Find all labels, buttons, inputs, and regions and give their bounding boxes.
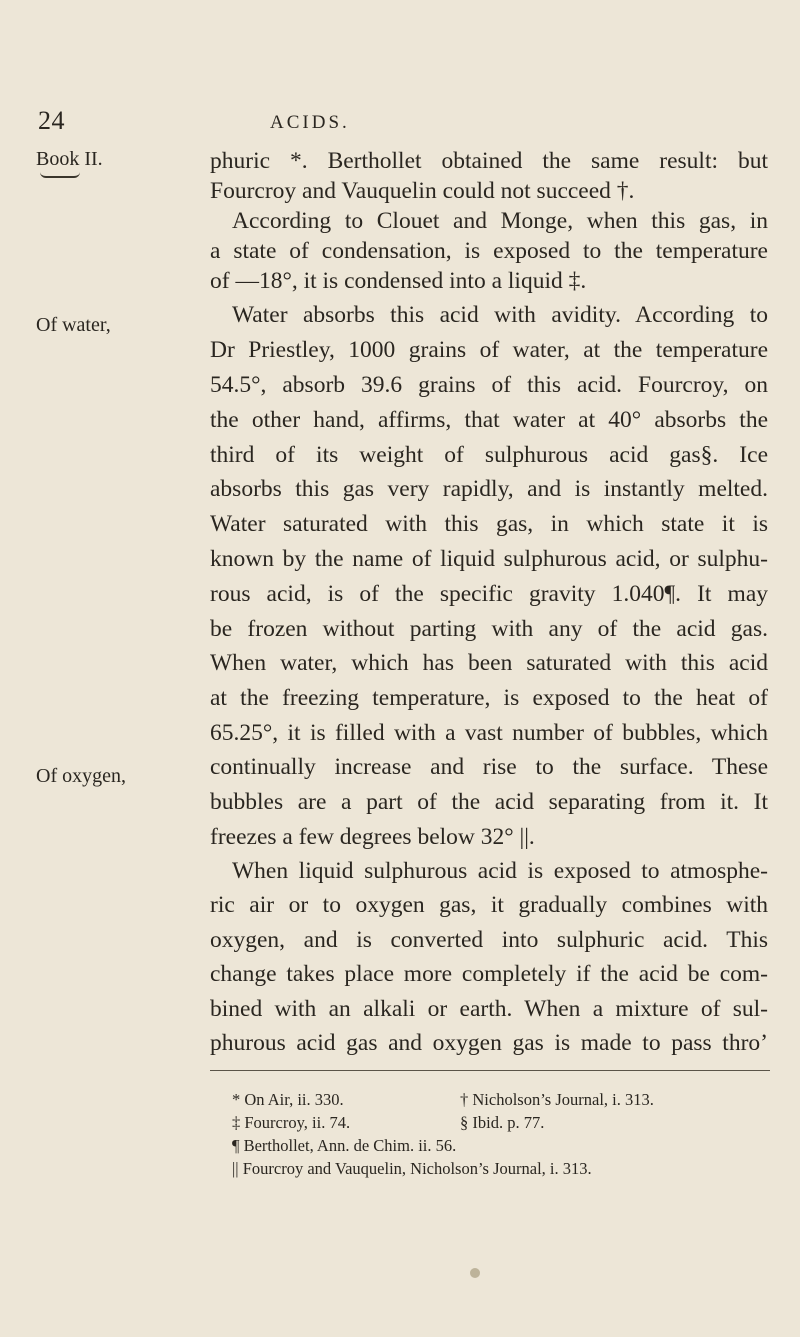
text-line: Water absorbs this acid with avidity. According to	[232, 302, 768, 328]
footnote: || Fourcroy and Vauquelin, Nicholson’s Journal, i. 313.	[232, 1159, 592, 1178]
text-line: ric air or to oxygen gas, it gradually combines with	[210, 892, 768, 918]
footnote: § Ibid. p. 77.	[460, 1113, 545, 1132]
text-line: at the freezing temperature, is exposed to the heat of	[210, 685, 768, 711]
running-head: ACIDS.	[270, 112, 350, 133]
text-line: be frozen without parting with any of the acid gas.	[210, 616, 768, 642]
footnote: ‡ Fourcroy, ii. 74.	[232, 1113, 351, 1132]
text-line: rous acid, is of the specific gravity 1.040¶. It may	[210, 581, 768, 607]
text-line: Water saturated with this gas, in which state it is	[210, 511, 768, 537]
page-number: 24	[38, 106, 65, 135]
footnote: ¶ Berthollet, Ann. de Chim. ii. 56.	[232, 1136, 457, 1155]
text-line: oxygen, and is converted into sulphuric acid. This	[210, 927, 768, 953]
margin-brace	[40, 172, 80, 178]
margin-note-book: Book II.	[36, 148, 103, 170]
text-line: phuric *. Berthollet obtained the same result: but	[210, 148, 768, 174]
text-line: of —18°, it is condensed into a liquid ‡.	[210, 268, 587, 294]
footnote: * On Air, ii. 330.	[232, 1090, 344, 1109]
text-line: 54.5°, absorb 39.6 grains of this acid. Fourcroy, on	[210, 372, 768, 398]
text-line: freezes a few degrees below 32° ||.	[210, 824, 535, 850]
text-line: a state of condensation, is exposed to the temperature	[210, 238, 768, 264]
margin-note-oxygen: Of oxygen,	[36, 765, 126, 787]
text-line: bined with an alkali or earth. When a mixture of sul-	[210, 996, 768, 1022]
text-line: Fourcroy and Vauquelin could not succeed †.	[210, 178, 635, 204]
text-line: change takes place more completely if the acid be com-	[210, 961, 768, 987]
text-line: When liquid sulphurous acid is exposed to atmosphe-	[232, 858, 768, 884]
margin-note-water: Of water,	[36, 314, 111, 336]
text-line: Dr Priestley, 1000 grains of water, at the temperature	[210, 337, 768, 363]
text-line: According to Clouet and Monge, when this gas, in	[232, 208, 768, 234]
text-line: absorbs this gas very rapidly, and is instantly melted.	[210, 476, 768, 502]
text-line: 65.25°, it is filled with a vast number of bubbles, which	[210, 720, 768, 746]
text-line: third of its weight of sulphurous acid gas§. Ice	[210, 442, 768, 468]
footnote: † Nicholson’s Journal, i. 313.	[460, 1090, 654, 1109]
text-line: bubbles are a part of the acid separating from it. It	[210, 789, 768, 815]
text-line: When water, which has been saturated with this acid	[210, 650, 768, 676]
text-line: phurous acid gas and oxygen gas is made to pass thro’	[210, 1030, 768, 1056]
footnote-rule	[210, 1070, 770, 1071]
text-line: the other hand, affirms, that water at 40° absorbs the	[210, 407, 768, 433]
text-line: continually increase and rise to the surface. These	[210, 754, 768, 780]
paper-speck	[470, 1268, 480, 1278]
text-line: known by the name of liquid sulphurous acid, or sulphu-	[210, 546, 768, 572]
